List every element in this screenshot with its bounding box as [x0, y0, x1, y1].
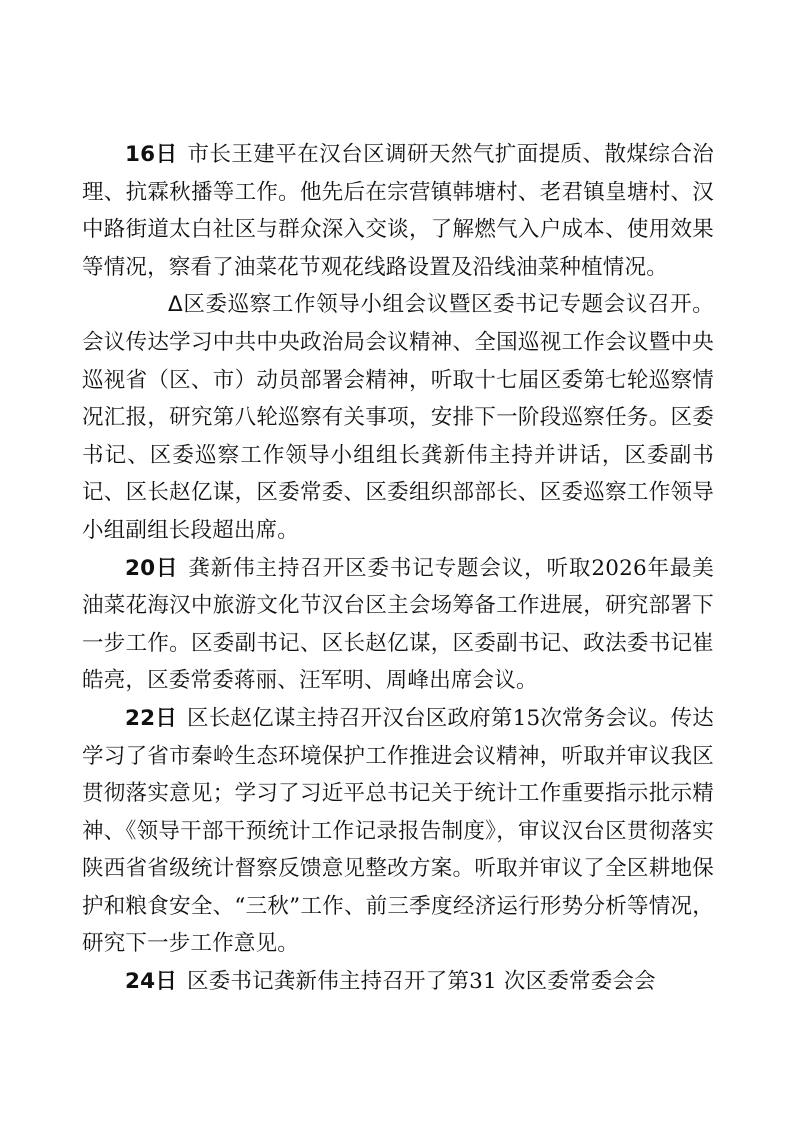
entry-delta — [82, 286, 714, 549]
entry-24 — [82, 963, 714, 1001]
entry-date: 24日 — [125, 969, 178, 995]
entry-text: 市长王建平在汉台区调研天然气扩面提质、散煤综合治理、抗霖秋播等工作。他先后在宗营镇韩塘村、老君镇皇塘村、汉中路街道太白社区与群众深入交谈，了解燃气入户成本、使用效果等情况，察看了油菜花节观花线路设置及沿线油菜种植情况。 — [82, 142, 714, 280]
entry-date: 22日 — [125, 705, 178, 731]
document-page — [82, 136, 714, 1001]
entry-22 — [82, 700, 714, 963]
entry-text: 区长赵亿谋主持召开汉台区政府第15次常务会议。传达学习了省市秦岭生态环境保护工作推进会议精神，听取并审议我区贯彻落实意见；学习了习近平总书记关于统计工作重要指示批示精神、《领导干部干预统计工作记录报告制度》，审议汉台区贯彻落实陕西省省级统计督察反馈意见整改方案。听取并审议了全区耕地保护和粮食安全、“三秋”工作、前三季度经济运行形势分析等情况，研究下一步工作意见。 — [82, 705, 714, 957]
entry-date: 20日 — [125, 555, 179, 581]
entry-16 — [82, 136, 714, 286]
delta-marker: Δ — [168, 292, 183, 318]
entry-20 — [82, 550, 714, 700]
entry-text: 区委书记龚新伟主持召开了第31 次区委常委会会 — [187, 969, 656, 995]
entry-text: 龚新伟主持召开区委书记专题会议，听取2026年最美油菜花海汉中旅游文化节汉台区主会场筹备工作进展，研究部署下一步工作。区委副书记、区长赵亿谋，区委副书记、政法委书记崔皓亮，区委常委蒋丽、汪军明、周峰出席会议。 — [82, 555, 714, 694]
entry-date: 16日 — [125, 142, 178, 167]
entry-text: 区委巡察工作领导小组会议暨区委书记专题会议召开。会议传达学习中共中央政治局会议精神、全国巡视工作会议暨中央巡视省（区、市）动员部署会精神，听取十七届区委第七轮巡察情况汇报，研究第八轮巡察有关事项，安排下一阶段巡察任务。区委书记、区委巡察工作领导小组组长龚新伟主持并讲话，区委副书记、区长赵亿谋，区委常委、区委组织部部长、区委巡察工作领导小组副组长段超出席。 — [82, 292, 714, 543]
